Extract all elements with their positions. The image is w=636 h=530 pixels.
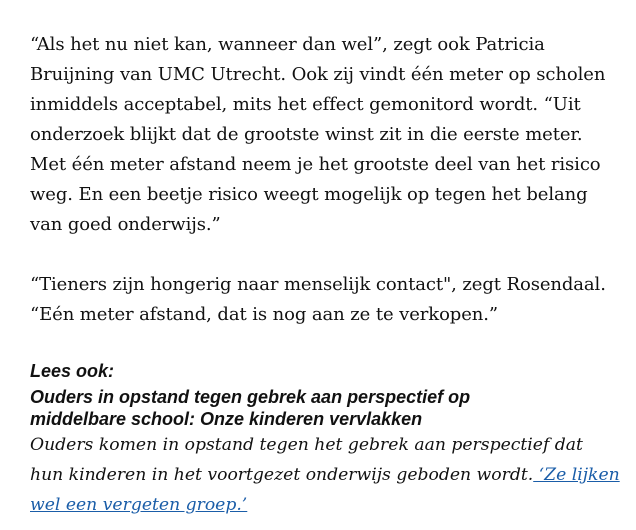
read-also-title[interactable]: Ouders in opstand tegen gebrek aan perspectief op middelbare school: Onze kinderen vervlakken [30, 387, 471, 429]
read-also-summary-text: Ouders komen in opstand tegen het gebrek aan perspectief dat hun kinderen in het voortgezet onderwijs geboden wordt. [30, 435, 583, 485]
article-paragraph-2: “Tieners zijn hongerig naar menselijk contact", zegt Rosendaal. “Eén meter afstand, dat is nog aan ze te verkopen.” [30, 274, 606, 325]
read-also-link[interactable]: ‘Ze lijken wel een vergeten groep.’ [30, 465, 620, 515]
read-also-summary [30, 430, 620, 520]
article-body [30, 30, 622, 520]
article-paragraph-1: “Als het nu niet kan, wanneer dan wel”, zegt ook Patricia Bruijning van UMC Utrecht. Ook zij vindt één meter op scholen inmiddels acceptabel, mits het effect gemonitord wordt. “Uit onderzoek blijkt dat de grootste winst zit in die eerste meter. Met één meter afstand neem je het grootste deel van het risico weg. En een beetje risico weegt mogelijk op tegen het belang van goed onderwijs.” [30, 34, 606, 235]
read-also-label: Lees ook: [30, 361, 115, 381]
read-also-box [30, 360, 622, 520]
